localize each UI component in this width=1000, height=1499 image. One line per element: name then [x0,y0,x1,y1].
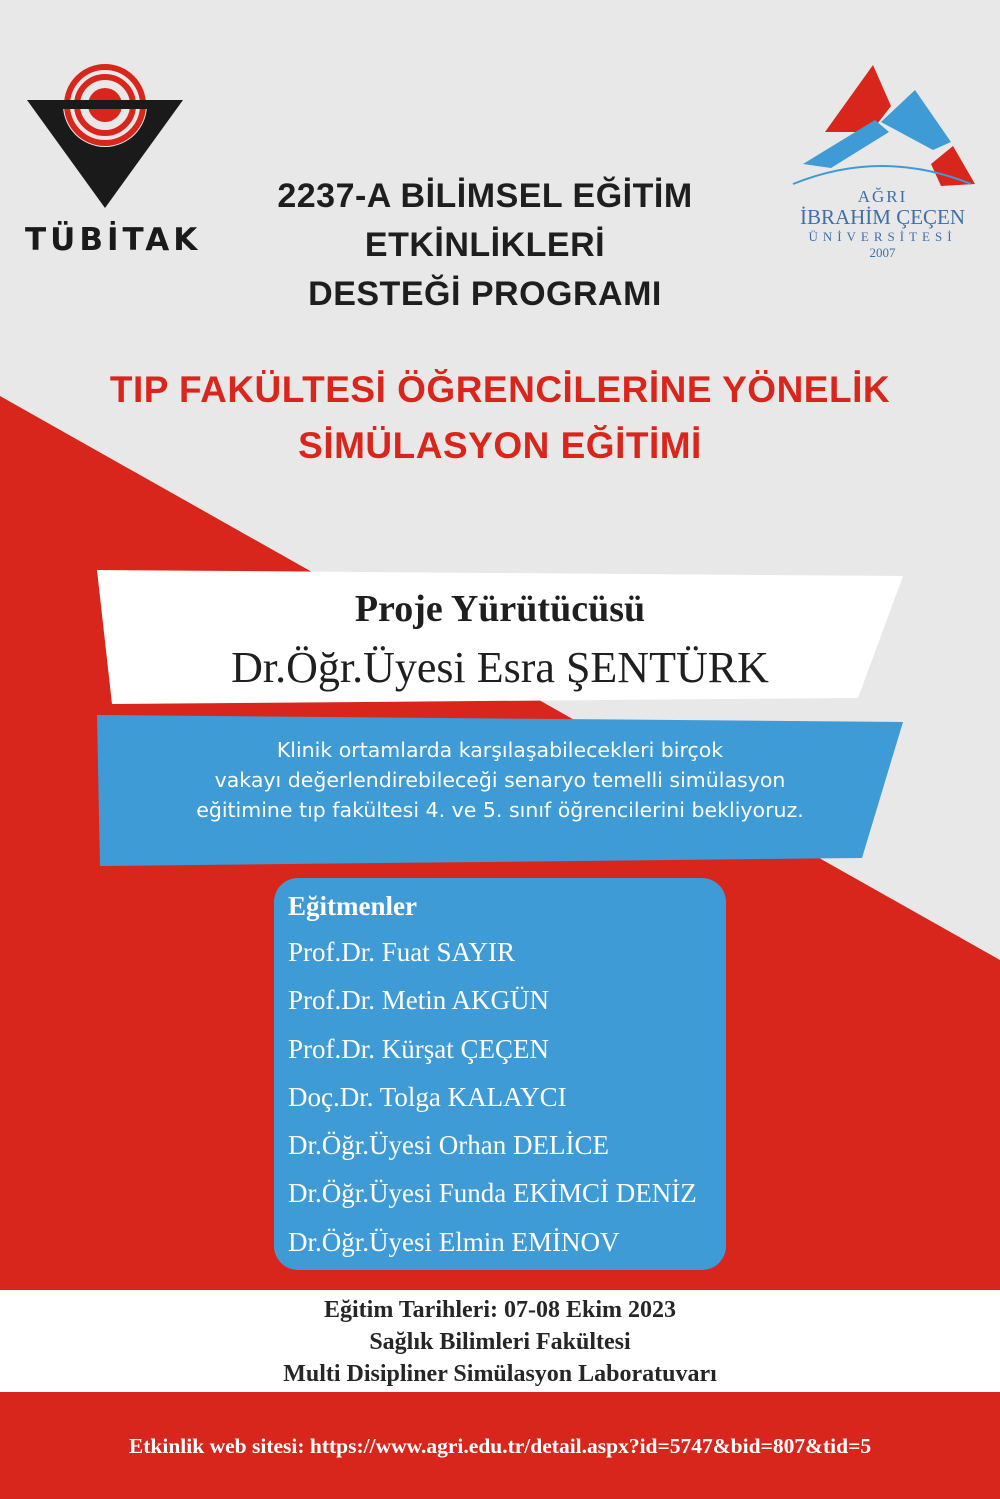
trainer-name: Prof.Dr. Fuat SAYIR [288,937,516,967]
university-name-line3: ÜNİVERSİTESİ [808,229,957,244]
event-description [120,735,880,825]
event-website-link[interactable]: Etkinlik web sitesi: https://www.agri.edu.tr/detail.aspx?id=5747&bid=807&tid=5 [128,1434,872,1458]
program-title-line: DESTEĞİ PROGRAMI [308,275,662,313]
program-title-line: ETKİNLİKLERİ [364,226,606,264]
university-name-line2: İBRAHİM ÇEÇEN [799,205,966,229]
event-title-line: TIP FAKÜLTESİ ÖĞRENCİLERİNE YÖNELİK [109,369,891,410]
tubitak-logo [25,60,202,265]
event-lab: Multi Disipliner Simülasyon Laboratuvarı [283,1361,717,1387]
agri-university-logo-icon [785,60,980,190]
event-title-line: SİMÜLASYON EĞİTİMİ [298,425,702,466]
trainer-name: Dr.Öğr.Üyesi Funda EKİMCİ DENİZ [288,1178,697,1208]
university-name-line1: AĞRI [857,187,908,206]
description-line: Klinik ortamlarda karşılaşabilecekleri birçok [276,738,724,762]
tubitak-logo-icon [25,60,185,220]
description-line: eğitimine tıp fakültesi 4. ve 5. sınıf öğrencilerini bekliyoruz. [196,798,804,822]
trainer-name: Prof.Dr. Kürşat ÇEÇEN [288,1034,549,1064]
event-faculty: Sağlık Bilimleri Fakültesi [369,1329,631,1355]
event-dates: Eğitim Tarihleri: 07-08 Ekim 2023 [323,1297,676,1323]
trainer-name: Dr.Öğr.Üyesi Elmin EMİNOV [288,1227,620,1257]
trainer-name: Prof.Dr. Metin AKGÜN [288,985,549,1015]
program-title-line: 2237-A BİLİMSEL EĞİTİM [277,177,693,215]
event-title [20,362,980,474]
trainer-name: Doç.Dr. Tolga KALAYCI [288,1082,567,1112]
trainer-name: Dr.Öğr.Üyesi Orhan DELİCE [288,1130,609,1160]
trainers-heading: Eğitmenler [288,891,417,921]
coordinator-label: Proje Yürütücüsü [354,588,646,630]
university-year: 2007 [869,245,896,260]
university-logo [785,60,980,265]
tubitak-logo-text: TÜBİTAK [25,222,202,258]
program-title [200,172,770,319]
coordinator-name: Dr.Öğr.Üyesi Esra ŞENTÜRK [231,643,769,692]
description-line: vakayı değerlendirebileceği senaryo temelli simülasyon [214,768,786,792]
